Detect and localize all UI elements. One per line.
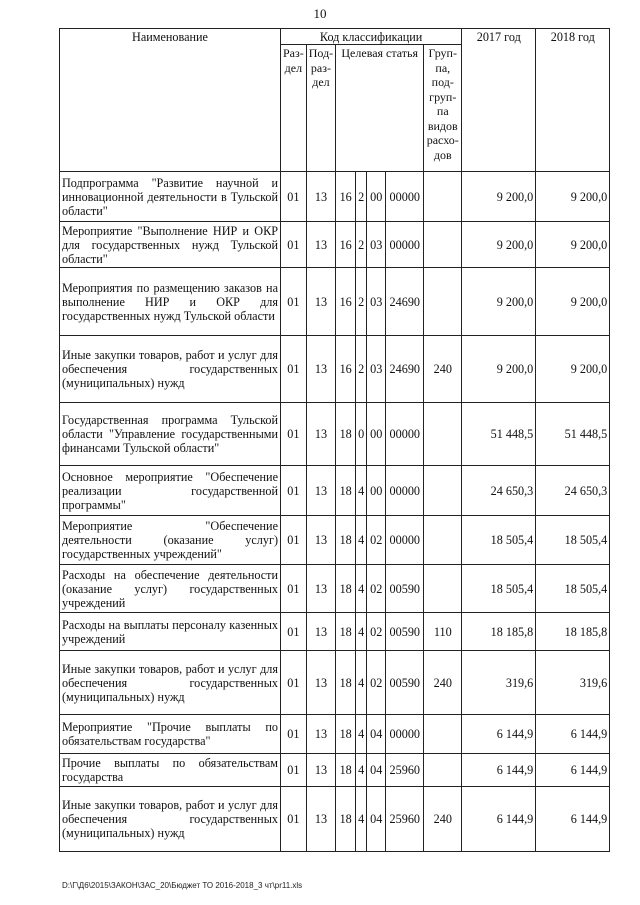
row-amount-2018: 51 448,5 [536,403,610,466]
row-amount-2017: 24 650,3 [462,466,536,516]
row-amount-2017: 6 144,9 [462,715,536,754]
row-amount-2017: 9 200,0 [462,222,536,268]
row-name: Иные закупки товаров, работ и услуг для обеспечения государственных (муниципальных) нужд [60,336,281,403]
row-podrazdel: 13 [306,336,335,403]
row-gruppa [424,466,462,516]
row-cs-event: 04 [367,715,386,754]
table-row [60,172,610,222]
row-cs-direction: 00000 [386,172,424,222]
row-amount-2018: 18 505,4 [536,565,610,613]
row-cs-direction: 24690 [386,336,424,403]
row-amount-2017: 6 144,9 [462,754,536,787]
row-cs-subprogram: 4 [356,651,367,715]
row-razdel: 01 [281,172,307,222]
row-cs-program: 18 [336,651,356,715]
row-podrazdel: 13 [306,787,335,852]
row-razdel: 01 [281,403,307,466]
row-cs-program: 18 [336,754,356,787]
row-cs-direction: 00000 [386,516,424,565]
row-cs-program: 18 [336,613,356,651]
row-cs-event: 04 [367,754,386,787]
row-cs-subprogram: 0 [356,403,367,466]
row-razdel: 01 [281,787,307,852]
header-2018: 2018 год [536,29,610,172]
row-cs-direction: 00000 [386,466,424,516]
row-cs-subprogram: 4 [356,715,367,754]
row-name: Подпрограмма "Развитие научной и инновационной деятельности в Тульской области" [60,172,281,222]
row-podrazdel: 13 [306,222,335,268]
row-cs-program: 16 [336,172,356,222]
row-podrazdel: 13 [306,754,335,787]
row-podrazdel: 13 [306,613,335,651]
row-razdel: 01 [281,222,307,268]
row-name: Мероприятие "Прочие выплаты по обязательствам государства" [60,715,281,754]
budget-table [59,28,610,852]
row-razdel: 01 [281,466,307,516]
table-row [60,516,610,565]
row-amount-2017: 51 448,5 [462,403,536,466]
row-gruppa [424,565,462,613]
row-amount-2018: 9 200,0 [536,172,610,222]
row-gruppa [424,715,462,754]
table-row [60,565,610,613]
table-row [60,268,610,336]
row-razdel: 01 [281,268,307,336]
row-cs-direction: 25960 [386,754,424,787]
row-amount-2017: 9 200,0 [462,336,536,403]
table-row [60,715,610,754]
row-amount-2017: 18 185,8 [462,613,536,651]
row-name: Мероприятие "Обеспечение деятельности (оказание услуг) государственных учреждений" [60,516,281,565]
row-cs-subprogram: 4 [356,516,367,565]
row-cs-program: 18 [336,565,356,613]
row-gruppa: 240 [424,787,462,852]
row-cs-event: 04 [367,787,386,852]
row-amount-2018: 6 144,9 [536,787,610,852]
row-cs-subprogram: 4 [356,754,367,787]
row-name: Мероприятия по размещению заказов на выполнение НИР и ОКР для государственных нужд Тульской области [60,268,281,336]
row-amount-2017: 18 505,4 [462,565,536,613]
row-cs-subprogram: 4 [356,787,367,852]
row-gruppa [424,268,462,336]
row-cs-event: 02 [367,516,386,565]
row-cs-direction: 00000 [386,715,424,754]
row-cs-subprogram: 2 [356,222,367,268]
header-2017: 2017 год [462,29,536,172]
row-razdel: 01 [281,565,307,613]
table-row [60,336,610,403]
row-podrazdel: 13 [306,715,335,754]
table-row [60,754,610,787]
row-cs-subprogram: 2 [356,268,367,336]
row-cs-program: 18 [336,787,356,852]
table-row [60,613,610,651]
row-amount-2017: 319,6 [462,651,536,715]
row-cs-program: 16 [336,222,356,268]
row-gruppa: 240 [424,651,462,715]
row-name: Расходы на выплаты персоналу казенных учреждений [60,613,281,651]
row-cs-direction: 00590 [386,651,424,715]
row-podrazdel: 13 [306,565,335,613]
row-amount-2017: 9 200,0 [462,172,536,222]
row-gruppa [424,222,462,268]
row-gruppa [424,172,462,222]
row-cs-subprogram: 4 [356,613,367,651]
row-cs-event: 00 [367,403,386,466]
table-row [60,403,610,466]
row-amount-2018: 18 505,4 [536,516,610,565]
row-cs-event: 02 [367,565,386,613]
row-cs-subprogram: 4 [356,466,367,516]
row-gruppa [424,403,462,466]
header-name: Наименование [60,29,281,172]
row-cs-event: 00 [367,466,386,516]
row-name: Государственная программа Тульской области "Управление государственными финансами Тульской области" [60,403,281,466]
row-cs-direction: 24690 [386,268,424,336]
row-cs-program: 18 [336,516,356,565]
row-amount-2018: 6 144,9 [536,715,610,754]
row-name: Расходы на обеспечение деятельности (оказание услуг) государственных учреждений [60,565,281,613]
row-amount-2017: 6 144,9 [462,787,536,852]
row-cs-event: 02 [367,613,386,651]
row-cs-program: 18 [336,715,356,754]
row-cs-direction: 00590 [386,565,424,613]
row-amount-2018: 18 185,8 [536,613,610,651]
header-gruppa: Груп- па, под- груп- па видов расхо- дов [424,45,462,172]
row-cs-program: 18 [336,466,356,516]
row-cs-subprogram: 2 [356,172,367,222]
row-cs-event: 03 [367,336,386,403]
row-amount-2017: 9 200,0 [462,268,536,336]
row-name: Прочие выплаты по обязательствам государства [60,754,281,787]
header-code: Код классификации [281,29,462,45]
row-podrazdel: 13 [306,466,335,516]
row-gruppa: 240 [424,336,462,403]
row-amount-2017: 18 505,4 [462,516,536,565]
row-cs-program: 16 [336,268,356,336]
row-amount-2018: 9 200,0 [536,268,610,336]
row-podrazdel: 13 [306,403,335,466]
row-gruppa [424,516,462,565]
header-celevaya-statya: Целевая статья [336,45,424,172]
row-cs-event: 03 [367,222,386,268]
row-cs-subprogram: 4 [356,565,367,613]
row-cs-subprogram: 2 [356,336,367,403]
header-razdel: Раз- дел [281,45,307,172]
row-podrazdel: 13 [306,651,335,715]
row-razdel: 01 [281,715,307,754]
row-razdel: 01 [281,336,307,403]
row-cs-event: 02 [367,651,386,715]
row-podrazdel: 13 [306,172,335,222]
row-razdel: 01 [281,613,307,651]
row-name: Мероприятие "Выполнение НИР и ОКР для государственных нужд Тульской области" [60,222,281,268]
row-amount-2018: 9 200,0 [536,222,610,268]
file-path-footer: D:\Г\Д6\2015\ЗАКОН\ЗАС_20\Бюджет ТО 2016-2018_3 чт\pr11.xls [62,881,303,890]
row-name: Иные закупки товаров, работ и услуг для обеспечения государственных (муниципальных) нужд [60,787,281,852]
row-amount-2018: 9 200,0 [536,336,610,403]
row-cs-direction: 00000 [386,403,424,466]
row-name: Основное мероприятие "Обеспечение реализации государственной программы" [60,466,281,516]
row-podrazdel: 13 [306,516,335,565]
row-cs-event: 00 [367,172,386,222]
row-amount-2018: 24 650,3 [536,466,610,516]
row-razdel: 01 [281,651,307,715]
row-cs-event: 03 [367,268,386,336]
row-razdel: 01 [281,516,307,565]
row-name: Иные закупки товаров, работ и услуг для обеспечения государственных (муниципальных) нужд [60,651,281,715]
row-cs-program: 18 [336,403,356,466]
table-row [60,787,610,852]
row-amount-2018: 319,6 [536,651,610,715]
table-row [60,651,610,715]
page-number: 10 [313,6,327,21]
row-gruppa [424,754,462,787]
table-row [60,466,610,516]
row-cs-direction: 00590 [386,613,424,651]
row-cs-program: 16 [336,336,356,403]
row-razdel: 01 [281,754,307,787]
row-gruppa: 110 [424,613,462,651]
row-cs-direction: 00000 [386,222,424,268]
row-cs-direction: 25960 [386,787,424,852]
row-amount-2018: 6 144,9 [536,754,610,787]
header-podrazdel: Под- раз- дел [306,45,335,172]
table-row [60,222,610,268]
row-podrazdel: 13 [306,268,335,336]
